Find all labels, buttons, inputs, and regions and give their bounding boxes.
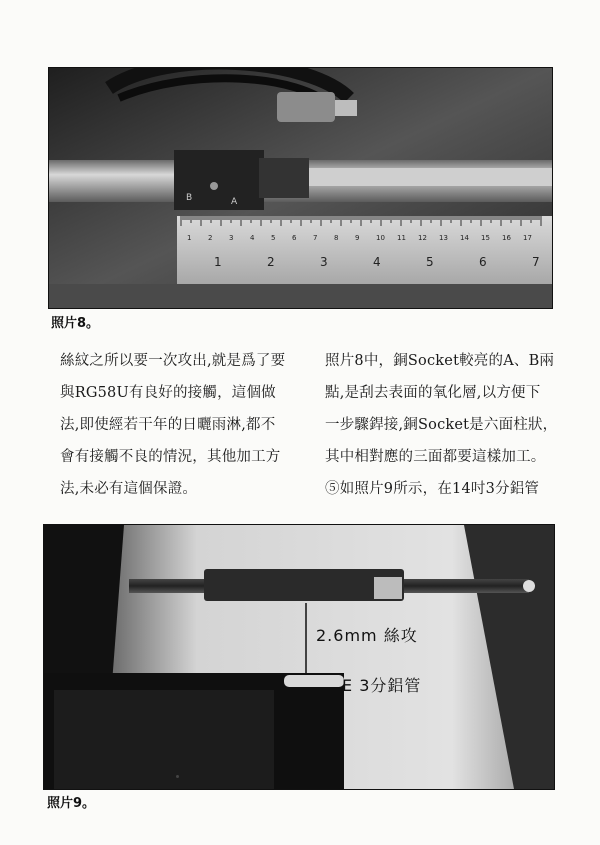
ruler-number-top: 5	[271, 234, 276, 242]
ruler-number-top: 14	[460, 234, 469, 242]
ruler-number-top: 16	[502, 234, 511, 242]
photo-9	[43, 524, 555, 790]
ruler	[177, 216, 552, 284]
left-column	[60, 345, 300, 505]
ruler-number-top: 9	[355, 234, 360, 242]
ruler-number-bottom: 3	[320, 255, 328, 269]
ruler-number-bottom: 4	[373, 255, 381, 269]
photo-8	[48, 67, 553, 309]
photo-9-image	[44, 525, 554, 789]
right-line-2: 點,是刮去表面的氧化層,以方便下	[325, 385, 541, 401]
ruler-number-top: 15	[481, 234, 490, 242]
left-line-1: 絲紋之所以要一次攻出,就是爲了要	[60, 353, 286, 369]
ruler-number-top: 17	[523, 234, 532, 242]
ruler-number-top: 8	[334, 234, 339, 242]
ruler-number-top: 7	[313, 234, 318, 242]
label-b: B	[186, 193, 193, 203]
ruler-number-bottom: 5	[426, 255, 434, 269]
ruler-number-top: 1	[187, 234, 192, 242]
ruler-number-top: 13	[439, 234, 448, 242]
right-line-1: 照片8中，銅Socket較亮的A、B兩	[325, 353, 555, 369]
annotation-tap: 2.6mm 絲攻	[316, 626, 418, 645]
ruler-number-bottom: 2	[267, 255, 275, 269]
photo-8-caption: 照片8。	[51, 316, 100, 331]
ruler-number-top: 2	[208, 234, 213, 242]
photo-dot	[176, 775, 179, 778]
photo-9-caption: 照片9。	[47, 796, 96, 811]
right-line-4: 其中相對應的三面都要這樣加工。	[325, 449, 546, 465]
ruler-number-top: 4	[250, 234, 255, 242]
photo-8-image	[49, 68, 552, 308]
right-line-3: 一步驟銲接,銅Socket是六面柱狀，	[325, 417, 558, 433]
right-line-5: ⑤如照片9所示，在14吋3分鋁管	[325, 481, 540, 497]
ruler-number-top: 3	[229, 234, 234, 242]
annotation-tube: E 3分鋁管	[342, 676, 422, 695]
ruler-number-top: 6	[292, 234, 297, 242]
right-column	[325, 345, 565, 505]
ruler-number-top: 10	[376, 234, 385, 242]
ruler-number-top: 11	[397, 234, 406, 242]
left-line-3: 法,即使經若干年的日曬雨淋,都不	[60, 417, 276, 433]
left-line-4: 會有接觸不良的情況，其他加工方	[60, 449, 281, 465]
ruler-number-top: 12	[418, 234, 427, 242]
ruler-number-bottom: 1	[214, 255, 222, 269]
left-line-5: 法,未必有這個保證。	[60, 481, 198, 497]
ruler-number-bottom: 7	[532, 255, 540, 269]
left-line-2: 與RG58U有良好的接觸，這個做	[60, 385, 276, 401]
label-a: A	[231, 197, 238, 207]
ruler-number-bottom: 6	[479, 255, 487, 269]
